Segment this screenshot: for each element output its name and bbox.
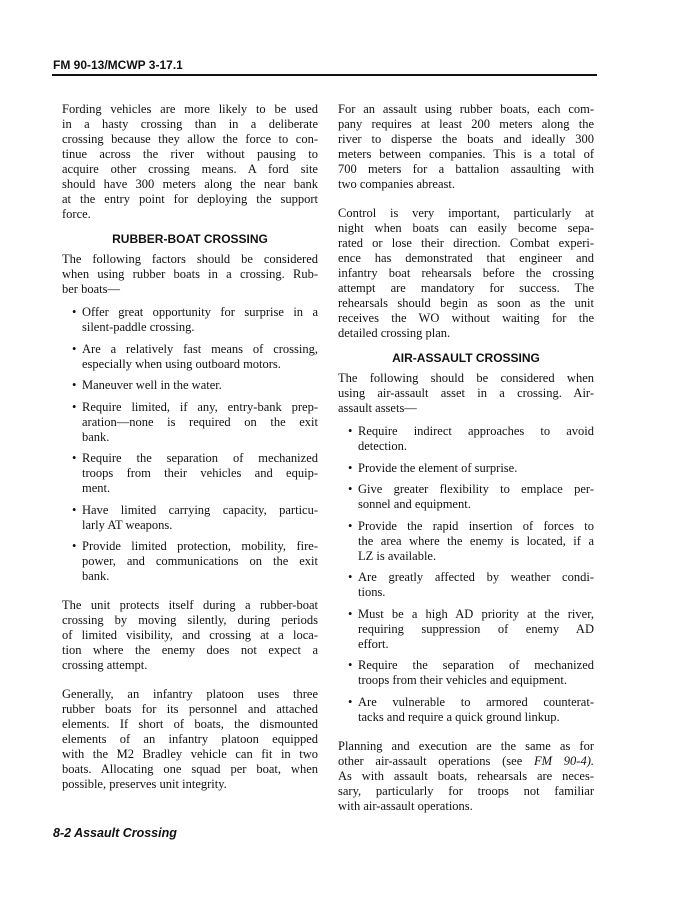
text-line: Fording vehicles are more likely to be used: [62, 102, 318, 116]
text-line: of limited visibility, and crossing at a loca-: [62, 628, 318, 642]
text-line: pany requires at least 200 meters along the: [338, 117, 594, 131]
text-line: Provide the element of surprise.: [358, 460, 518, 475]
text-line: troops from their vehicles and equipment.: [358, 673, 567, 687]
text-line: crossing because they allow the force to con-: [62, 132, 318, 146]
text-line: Generally, an infantry platoon uses three: [62, 687, 318, 701]
bullet-icon: •: [348, 482, 353, 496]
bullet-icon: •: [348, 518, 353, 533]
list-item: [338, 607, 594, 652]
text-line: the area where the enemy is located, if a: [358, 533, 594, 548]
text-line: especially when using outboard motors.: [82, 356, 281, 371]
list-item: [338, 570, 594, 600]
text-line: Must be a high AD priority at the river,: [358, 606, 594, 621]
bullet-list: [338, 424, 594, 725]
text-line: Planning and execution are the same as for: [338, 738, 594, 753]
text-line: bank.: [82, 569, 110, 583]
paragraph: [338, 371, 594, 416]
bullet-icon: •: [348, 658, 353, 672]
text-line: Maneuver well in the water.: [82, 378, 222, 392]
list-item: [338, 461, 594, 476]
text-line: meters between companies. This is a total of: [338, 147, 594, 161]
paragraph: [338, 206, 594, 341]
text-line: The unit protects itself during a rubber-boat: [62, 598, 318, 612]
text-line: effort.: [358, 636, 389, 651]
text-line: crossing attempt.: [62, 658, 148, 672]
bullet-icon: •: [72, 539, 77, 553]
text-line: assault assets—: [338, 401, 417, 415]
section-heading: RUBBER-BOAT CROSSING: [112, 232, 268, 246]
text-line: river to disperse the boats and ideally 300: [338, 132, 594, 146]
text-line: at the entry point for deploying the support: [62, 192, 318, 206]
text-line: Are a relatively fast means of crossing,: [82, 341, 318, 356]
text-line: sonnel and equipment.: [358, 497, 471, 511]
bullet-icon: •: [72, 305, 77, 319]
text-line: with the M2 Bradley vehicle can fit in two: [62, 747, 318, 761]
text-line: sary, particularly for troops not familiar: [338, 783, 594, 798]
text-line: Provide the rapid insertion of forces to: [358, 518, 594, 533]
text-line: when using rubber boats in a crossing. Rub-: [62, 267, 318, 281]
text-line: elements. If short of boats, the dismounted: [62, 717, 318, 731]
text-line: [338, 754, 594, 769]
list-item: [62, 451, 318, 496]
text-line: silent-paddle crossing.: [82, 320, 195, 334]
list-item: [62, 539, 318, 584]
paragraph: [338, 102, 594, 192]
left-column: [62, 102, 318, 806]
list-item: [338, 695, 594, 725]
page-footer: 8-2 Assault Crossing: [53, 826, 177, 840]
text-segment: other air-assault operations (see: [338, 753, 534, 768]
running-header: FM 90-13/MCWP 3-17.1: [53, 58, 183, 72]
text-line: crossing by moving silently, during periods: [62, 613, 318, 627]
header-rule: [52, 74, 597, 76]
bullet-icon: •: [72, 378, 77, 392]
list-item: [62, 342, 318, 372]
text-line: elements of an infantry platoon equipped: [62, 732, 318, 746]
paragraph: [62, 687, 318, 792]
text-line: Require the separation of mechanized: [82, 451, 318, 465]
text-line: LZ is available.: [358, 548, 437, 563]
text-line: with air-assault operations.: [338, 798, 473, 813]
bullet-icon: •: [72, 399, 77, 414]
text-line: boats. Allocating one squad per boat, when: [62, 762, 318, 776]
list-item: [62, 503, 318, 533]
text-line: Are greatly affected by weather condi-: [358, 570, 594, 584]
text-line: Control is very important, particularly at: [338, 206, 594, 220]
text-line: Have limited carrying capacity, particu-: [82, 502, 318, 517]
paragraph: [62, 252, 318, 297]
citation: FM 90-4).: [534, 753, 594, 768]
list-item: [338, 658, 594, 688]
bullet-list: [62, 305, 318, 584]
list-item: [338, 519, 594, 564]
text-line: The following should be considered when: [338, 371, 594, 385]
text-line: two companies abreast.: [338, 177, 455, 191]
text-line: possible, preserves unit integrity.: [62, 777, 227, 791]
bullet-icon: •: [348, 460, 353, 475]
text-line: tacks and require a quick ground linkup.: [358, 709, 560, 724]
text-line: attempt are mandatory for success. The: [338, 281, 594, 295]
text-line: detailed crossing plan.: [338, 326, 451, 340]
text-line: rated or lose their direction. Combat experi-: [338, 236, 594, 250]
text-line: in a hasty crossing than in a deliberate: [62, 117, 318, 131]
list-item: [338, 424, 594, 454]
paragraph: [338, 739, 594, 814]
section-heading: AIR-ASSAULT CROSSING: [392, 351, 540, 365]
text-line: force.: [62, 207, 91, 221]
bullet-icon: •: [72, 451, 77, 465]
text-line: should have 300 meters along the near bank: [62, 177, 318, 191]
text-line: receives the WO without waiting for the: [338, 311, 594, 325]
text-line: ment.: [82, 481, 111, 495]
paragraph: [62, 598, 318, 673]
list-item: [338, 482, 594, 512]
list-item: [62, 378, 318, 393]
text-line: Provide limited protection, mobility, fire-: [82, 539, 318, 553]
text-line: Require the separation of mechanized: [358, 658, 594, 672]
text-line: Are vulnerable to armored counterat-: [358, 694, 594, 709]
bullet-icon: •: [348, 570, 353, 584]
bullet-icon: •: [72, 341, 77, 356]
text-line: acquire other crossing means. A ford site: [62, 162, 318, 176]
text-line: Offer great opportunity for surprise in a: [82, 305, 318, 319]
text-line: Give greater flexibility to emplace per-: [358, 482, 594, 496]
text-line: tions.: [358, 585, 386, 599]
text-line: night when boats can easily become sepa-: [338, 221, 594, 235]
bullet-icon: •: [348, 606, 353, 621]
text-line: 700 meters for a battalion assaulting with: [338, 162, 594, 176]
bullet-icon: •: [348, 694, 353, 709]
text-line: tion where the enemy does not expect a: [62, 643, 318, 657]
text-line: For an assault using rubber boats, each com-: [338, 102, 594, 116]
text-line: detection.: [358, 439, 407, 453]
text-line: ber boats—: [62, 282, 120, 296]
list-item: [62, 305, 318, 335]
text-line: Require indirect approaches to avoid: [358, 424, 594, 438]
text-line: larly AT weapons.: [82, 517, 173, 532]
text-line: Require limited, if any, entry-bank prep-: [82, 399, 318, 414]
text-line: using air-assault asset in a crossing. Air-: [338, 386, 594, 400]
text-line: The following factors should be considered: [62, 252, 318, 266]
text-line: As with assault boats, rehearsals are neces-: [338, 768, 594, 783]
text-line: rubber boats for its personnel and attached: [62, 702, 318, 716]
bullet-icon: •: [348, 424, 353, 438]
text-line: requiring suppression of enemy AD: [358, 621, 594, 636]
text-line: tinue across the river without pausing to: [62, 147, 318, 161]
paragraph: [62, 102, 318, 222]
text-line: ence has demonstrated that engineer and: [338, 251, 594, 265]
text-line: rehearsals should begin as soon as the unit: [338, 296, 594, 310]
right-column: [338, 102, 594, 828]
text-line: power, and communications on the exit: [82, 554, 318, 568]
text-line: infantry boat rehearsals before the crossing: [338, 266, 594, 280]
text-line: aration—none is required on the exit: [82, 414, 318, 429]
bullet-icon: •: [72, 502, 77, 517]
list-item: [62, 400, 318, 445]
text-line: troops from their vehicles and equip-: [82, 466, 318, 480]
text-line: bank.: [82, 429, 110, 444]
